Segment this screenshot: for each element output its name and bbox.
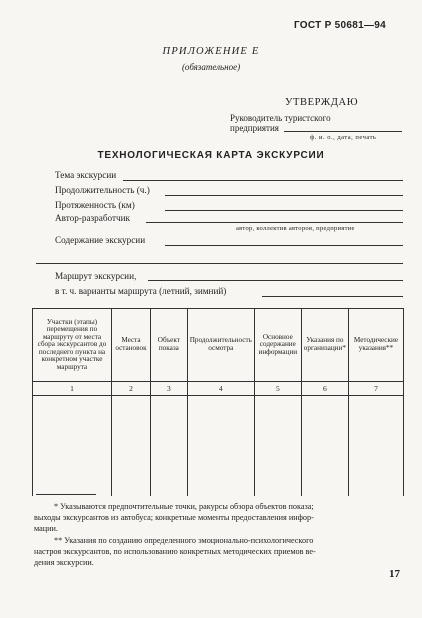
route-table xyxy=(32,308,404,496)
page-number: 17 xyxy=(389,568,400,580)
field-duration-line xyxy=(165,195,403,196)
field-topic-line xyxy=(123,180,403,181)
col-header-object: Объект показа xyxy=(150,309,187,382)
table-cell xyxy=(150,396,187,497)
approval-line-1: Руководитель туристского xyxy=(230,113,331,123)
col-header-organization: Указания по организации* xyxy=(301,309,348,382)
field-length-line xyxy=(165,210,403,211)
col-number: 5 xyxy=(254,382,301,396)
field-route-line xyxy=(148,280,403,281)
field-author-hint: автор, коллектив авторов, предприятие xyxy=(236,225,355,232)
col-number: 7 xyxy=(348,382,403,396)
approval-heading: УТВЕРЖДАЮ xyxy=(285,97,359,108)
footnote-1-line: выходы экскурсантов из автобуса; конкретные моменты предоставления инфор- xyxy=(34,513,314,522)
footnote-2-line: дения экскурсии. xyxy=(34,558,94,567)
footnote-2-line: ** Указания по созданию определенного эмоционально-психологического xyxy=(54,536,314,545)
col-header-duration: Продолжительность осмотра xyxy=(187,309,254,382)
field-duration-label: Продолжительность (ч.) xyxy=(55,185,150,195)
field-content-line xyxy=(165,245,403,246)
field-variants-label: в т. ч. варианты маршрута (летний, зимний) xyxy=(55,286,227,296)
table-cell xyxy=(33,396,112,497)
table-cell xyxy=(348,396,403,497)
col-header-segments: Участки (этапы) перемещения по маршруту от места сбора экскурсантов до последнего пункта на конкретном участке маршрута xyxy=(33,309,112,382)
table-cell xyxy=(254,396,301,497)
table-cell xyxy=(187,396,254,497)
col-header-stops: Места остановок xyxy=(111,309,150,382)
col-number: 3 xyxy=(150,382,187,396)
footnote-2-line: настроя экскурсантов, по использованию конкретных методических приемов ве- xyxy=(34,547,316,556)
approval-signature-line xyxy=(284,131,402,132)
col-number: 1 xyxy=(33,382,112,396)
footnote-1-line: * Указываются предпочтительные точки, ракурсы обзора объектов показа; xyxy=(54,502,314,511)
table-cell xyxy=(111,396,150,497)
col-header-methodical: Методические указания** xyxy=(348,309,403,382)
col-header-content: Основное содержание информации xyxy=(254,309,301,382)
standard-number: ГОСТ Р 50681—94 xyxy=(293,20,386,31)
table-number-row xyxy=(33,382,404,396)
footnote-2 xyxy=(34,535,404,568)
field-length-label: Протяженность (км) xyxy=(55,200,135,210)
appendix-title: ПРИЛОЖЕНИЕ Е xyxy=(162,46,260,57)
field-route-label: Маршрут экскурсии, xyxy=(55,271,137,281)
field-content-label: Содержание экскурсии xyxy=(55,235,146,245)
document-title: ТЕХНОЛОГИЧЕСКАЯ КАРТА ЭКСКУРСИИ xyxy=(97,150,325,161)
appendix-subtitle: (обязательное) xyxy=(181,62,241,72)
field-variants-line xyxy=(262,296,403,297)
field-author-line xyxy=(146,222,403,223)
footnote-1-line: мации. xyxy=(34,524,58,533)
col-number: 6 xyxy=(301,382,348,396)
field-topic-label: Тема экскурсии xyxy=(55,170,117,180)
col-number: 4 xyxy=(187,382,254,396)
field-content-line-2 xyxy=(36,263,403,264)
table-body-row xyxy=(33,396,404,497)
field-author-label: Автор-разработчик xyxy=(55,213,131,223)
footnote-1 xyxy=(34,501,404,534)
footnote-separator xyxy=(36,494,96,495)
col-number: 2 xyxy=(111,382,150,396)
table-cell xyxy=(301,396,348,497)
table-header-row xyxy=(33,309,404,382)
approval-line-2: предприятия xyxy=(230,123,279,133)
approval-hint: ф. и. о., дата, печать xyxy=(310,134,377,141)
